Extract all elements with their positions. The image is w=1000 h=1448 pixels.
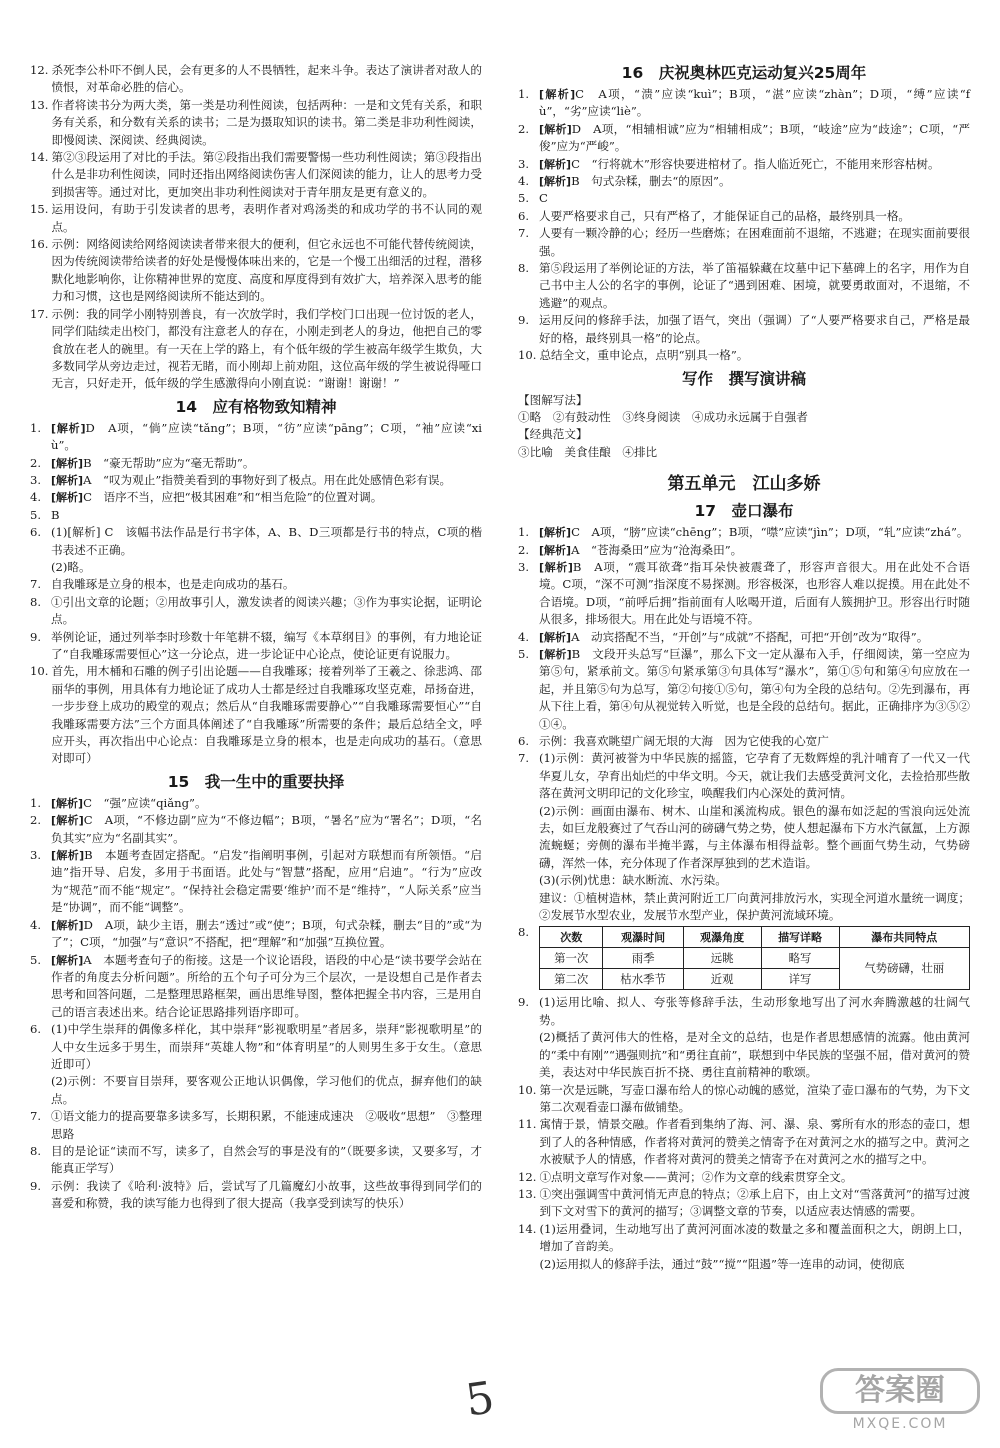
answer-number: 2. bbox=[30, 455, 42, 470]
analysis-tag: [解析] bbox=[539, 647, 572, 661]
answer-item bbox=[30, 594, 482, 629]
answer-body bbox=[51, 420, 482, 455]
answer-item bbox=[518, 559, 970, 629]
left-answers-14 bbox=[30, 420, 482, 768]
answer-item bbox=[518, 733, 970, 750]
table-cell: 近观 bbox=[683, 969, 761, 990]
answer-number: 7. bbox=[518, 226, 530, 241]
answer-number: 4. bbox=[30, 917, 42, 932]
answer-number: 13. bbox=[30, 97, 49, 112]
answer-text: ①语文能力的提高要靠多读多写，长期积累，不能速成速决 ②吸收“思想” ③整理思路 bbox=[51, 1109, 482, 1141]
answer-subpart: (2)示例：画面由瀑布、树木、山崖和溪流构成。银色的瀑布如泛起的雪浪向远处流去，如巨龙般赛过了气吞山河的磅礴气势之势，使人想起瀑布下方水汽氤氲，上方源流蜿蜒；旁侧的瀑布半掩半露，与主体瀑布相得益彰。整个画面气势生动，气势磅礴，浑然一体，充分体现了作者深厚独到的艺术造诣。 bbox=[539, 803, 970, 870]
answer-number: 8. bbox=[30, 594, 42, 609]
left-answers-15 bbox=[30, 795, 482, 1213]
answer-body bbox=[539, 629, 970, 646]
answer-number: 6. bbox=[518, 208, 530, 223]
answer-body bbox=[51, 629, 482, 664]
answer-item bbox=[30, 917, 482, 952]
analysis-tag: [解析] bbox=[51, 456, 84, 470]
answer-text: B bbox=[51, 507, 60, 522]
answer-body bbox=[539, 121, 970, 156]
answer-body bbox=[539, 1169, 970, 1186]
analysis-tag: [解析] bbox=[51, 814, 84, 828]
answer-item bbox=[518, 86, 970, 121]
answer-number: 3. bbox=[518, 559, 530, 574]
answer-number: 3. bbox=[518, 156, 530, 171]
answer-text: 运用反问的修辞手法，加强了语气，突出（强调）了“人要严格要求自己，严格是最好的格，最终别具一格”的论点。 bbox=[539, 313, 970, 345]
answer-text: A “苍海桑田”应为“沧海桑田”。 bbox=[571, 542, 743, 557]
answer-body bbox=[51, 663, 482, 767]
lesson-15-title: 15 我一生中的重要抉择 bbox=[167, 772, 345, 791]
answer-text: 示例：我喜欢眺望广阔无垠的大海 因为它使我的心宽广 bbox=[539, 734, 829, 748]
answer-body bbox=[539, 994, 970, 1081]
answer-item bbox=[30, 524, 482, 576]
answer-number: 1. bbox=[518, 525, 530, 540]
observation-table bbox=[539, 926, 970, 990]
answer-number: 10. bbox=[518, 1082, 537, 1097]
answer-subpart: 建议：①植树造林，禁止黄河附近工厂向黄河排放污水，实现全河道水量统一调度；②发展节水型农业，发展节水型产业，保护黄河流域环境。 bbox=[539, 890, 970, 923]
answer-number: 2. bbox=[30, 813, 42, 828]
answer-text: C A项，“不修边副”应为“不修边幅”；B项，“暑名”应为“署名”；D项，“名负其实”应为“名副其实”。 bbox=[51, 813, 482, 845]
answer-text: 目的是论证“读而不写，读多了，自然会写的事是没有的”（既要多读，又要多写，才能真正学写） bbox=[51, 1143, 482, 1176]
analysis-tag: [解析] bbox=[539, 157, 572, 171]
answer-text: 示例：我的同学小刚特别善良，有一次放学时，我们学校门口出现一位讨饭的老人，同学们陆续走出校门，都没有注意老人的存在，小刚走到老人的身边，他把自己的零食放在老人的碗里。有一天在上学的路上，有个低年级的学生被高年级学生欺负，大多数同学从旁边走过，视若无睹，而小刚却上前劝阻，这位高年级的学生被说得哑口无言，只好走开，低年级的学生感激得向小刚直说：“谢谢！谢谢！” bbox=[51, 306, 482, 391]
answer-number: 9. bbox=[30, 629, 42, 644]
left-column bbox=[30, 62, 482, 1213]
answer-subpart: (2)概括了黄河伟大的性格，是对全文的总结，也是作者思想感情的流露。他由黄河的“柔中有刚”“遇强则抗”和“勇往直前”，联想到中华民族的坚强不屈，借对黄河的赞美，表达对中华民族百折不挠、勇往直前精神的歌颂。 bbox=[539, 1030, 970, 1080]
answer-number: 8. bbox=[30, 1143, 42, 1158]
answer-item bbox=[30, 847, 482, 917]
answer-text: B 本题考查固定搭配。“启发”指阐明事例，引起对方联想而有所领悟。“启迪”指开导、启发，多用于书面语。此处与“智慧”搭配，应用“启迪”。“行为”应改为“规范”而不能“规定”。“保持社会稳定需要‘维护’而不是“维持”，“人际关系”应当是“协调”，而不能“调整”。 bbox=[51, 848, 482, 915]
answer-body bbox=[539, 559, 970, 629]
answer-text: 示例：网络阅读给网络阅读读者带来很大的便利，但它永远也不可能代替传统阅读，因为传统阅读带给读者的好处是慢慢体味出来的，它是一个慢工出细活的过程，潜移默化地影响你，让你精神世界的宽度、高度和厚度得到有效扩大，培养深入思考的能力和习惯，这也是网络阅读所不能达到的。 bbox=[51, 237, 482, 304]
answer-body bbox=[539, 190, 970, 207]
answer-number: 2. bbox=[518, 121, 530, 136]
answer-item bbox=[30, 306, 482, 393]
answer-text: A 动宾搭配不当，“开创”与“成就”不搭配，可把“开创”改为“取得”。 bbox=[571, 629, 929, 644]
answer-number: 8. bbox=[518, 261, 530, 276]
answer-body bbox=[51, 847, 482, 917]
answer-body bbox=[51, 236, 482, 306]
answer-text: C bbox=[539, 191, 548, 206]
answer-text: 第一次是远眺，写壶口瀑布给人的惊心动魄的感觉，渲染了壶口瀑布的气势，为下文第二次观看壶口瀑布做铺垫。 bbox=[539, 1082, 970, 1114]
answer-body bbox=[51, 1143, 482, 1178]
writing-title: 写作 撰写演讲稿 bbox=[681, 369, 806, 388]
unit-5-title: 第五单元 江山多娇 bbox=[667, 474, 821, 495]
writing-line: ①略 ②有鼓动性 ③终身阅读 ④成功永远属于自强者 bbox=[518, 409, 808, 424]
answer-item bbox=[30, 1108, 482, 1143]
table-cell: 远眺 bbox=[683, 948, 761, 969]
answer-text: 运用设问，有助于引发读者的思考，表明作者对鸡汤类的和成功学的书不认同的观点。 bbox=[51, 202, 482, 234]
answer-text: ①突出强调雪中黄河悄无声息的特点；②承上启下，由上文对“雪落黄河”的描写过渡到下文对雪下的黄河的描写；③调整文章的节奏，以适应表达情感的需要。 bbox=[539, 1186, 970, 1219]
answer-body bbox=[51, 1178, 482, 1213]
answer-number: 14. bbox=[30, 150, 49, 165]
answer-item bbox=[518, 542, 970, 559]
answer-item bbox=[518, 347, 970, 364]
answer-body bbox=[539, 86, 970, 121]
answer-body bbox=[51, 812, 482, 847]
answer-text: 人要严格要求自己，只有严格了，才能保证自己的品格，最终别具一格。 bbox=[539, 208, 911, 223]
lesson-14-title: 14 应有格物致知精神 bbox=[175, 397, 337, 416]
table-cell-common: 气势磅礴，壮丽 bbox=[839, 948, 969, 990]
answer-body bbox=[539, 312, 970, 347]
answer-text: (1)运用比喻、拟人、夸张等修辞手法，生动形象地写出了河水奔腾激越的壮阔气势。 bbox=[539, 995, 970, 1027]
answer-number: 15. bbox=[30, 202, 49, 217]
writing-line: ③比喻 美食佳酿 ④排比 bbox=[518, 444, 658, 459]
answer-item bbox=[30, 455, 482, 472]
answer-item bbox=[518, 524, 970, 541]
answer-item bbox=[30, 795, 482, 812]
answer-text: 自我雕琢是立身的根本，也是走向成功的基石。 bbox=[51, 577, 295, 592]
table-row bbox=[540, 948, 970, 969]
table-cell: 枯水季节 bbox=[603, 969, 683, 990]
answer-item bbox=[518, 173, 970, 190]
answer-body bbox=[539, 347, 970, 364]
answer-number: 9. bbox=[518, 995, 530, 1010]
answer-number: 7. bbox=[518, 751, 530, 766]
table-header: 观瀑时间 bbox=[603, 927, 683, 948]
answer-body bbox=[539, 1082, 970, 1117]
answer-item bbox=[518, 208, 970, 225]
answer-item bbox=[518, 225, 970, 260]
analysis-tag: [解析] bbox=[51, 473, 84, 487]
answer-body bbox=[51, 472, 482, 489]
analysis-tag: [解析] bbox=[51, 953, 84, 967]
answer-number: 6. bbox=[30, 1022, 42, 1037]
answer-number: 4. bbox=[30, 490, 42, 505]
answer-number: 3. bbox=[30, 848, 42, 863]
answer-number: 12. bbox=[518, 1169, 537, 1184]
analysis-tag: [解析] bbox=[51, 796, 84, 810]
answer-text: (1)示例：黄河被誉为中华民族的摇篮，它孕育了无数辉煌的乳汁哺育了一代又一代华夏儿女，孕育出灿烂的中华文明。今天，就让我们去感受黄河文化，去捡拾那些散落在黄河文明印记的文化珍宝，唤醒我们内心深处的黄河情。 bbox=[539, 751, 970, 801]
analysis-tag: [解析] bbox=[51, 421, 86, 435]
answer-body bbox=[51, 507, 482, 524]
answer-item bbox=[518, 1082, 970, 1117]
answer-item bbox=[30, 507, 482, 524]
answer-number: 4. bbox=[518, 629, 530, 644]
answer-item bbox=[30, 62, 482, 97]
answer-number: 8. bbox=[518, 925, 530, 940]
answer-text: 人要有一颗冷静的心；经历一些磨炼；在困难面前不退缩，不逃避；在现实面前要很强。 bbox=[539, 226, 970, 258]
answer-text: C “强”应读“qiǎng”。 bbox=[83, 795, 207, 810]
answer-body bbox=[51, 795, 482, 812]
answer-text: 举例论证，通过列举李时珍数十年笔耕不辍，编写《本草纲目》的事例，有力地论证了“自我雕琢需要恒心”这一分论点，进一步论证中心论点，使论证更有说服力。 bbox=[51, 629, 482, 661]
answer-text: B 句式杂糅，删去“的原因”。 bbox=[571, 174, 731, 189]
answer-item bbox=[518, 260, 970, 312]
lesson-17-title: 17 壶口瀑布 bbox=[694, 502, 794, 521]
answer-body bbox=[51, 594, 482, 629]
answer-text: B A项，“震耳欲聋”指耳朵快被震聋了，形容声音很大。用在此处不合语境。C项，“深不可测”指深度不易探测。形容极深，也形容人难以捉摸。用在此处不合语境。D项，“前呼后拥”指前面有人吆喝开道，后面有人簇拥护卫。形容出行时随从很多，排场很大。用在此处与语境不符。 bbox=[539, 559, 970, 627]
answer-body bbox=[539, 156, 970, 173]
analysis-tag: [解析] bbox=[51, 849, 85, 863]
analysis-tag: [解析] bbox=[539, 175, 572, 189]
answer-item bbox=[518, 646, 970, 733]
answer-item bbox=[518, 629, 970, 646]
answer-body bbox=[539, 750, 970, 924]
answer-text: 第⑤段运用了举例论证的方法，举了笛福躲藏在坟墓中记下墓碑上的名字，用作为自己书中主人公的名字的事例，论证了“遇到困难、困境，就要勇敢面对，不退缩，不逃避”的观点。 bbox=[539, 261, 970, 310]
answer-item bbox=[30, 1143, 482, 1178]
answer-body bbox=[539, 1116, 970, 1168]
observation-table-wrap bbox=[539, 924, 970, 994]
analysis-tag: [解析] bbox=[51, 491, 84, 505]
answer-item bbox=[518, 156, 970, 173]
answer-item bbox=[518, 190, 970, 207]
answer-body bbox=[51, 149, 482, 201]
answer-body bbox=[539, 1186, 970, 1221]
answer-body bbox=[51, 1021, 482, 1108]
answer-subpart: (3)(示例)忧患：缺水断流、水污染。 bbox=[539, 873, 727, 888]
answer-body bbox=[51, 489, 482, 506]
answer-number: 13. bbox=[518, 1186, 537, 1201]
answer-item bbox=[30, 472, 482, 489]
answer-text: 示例：我读了《哈利·波特》后，尝试写了几篇魔幻小故事，这些故事得到同学们的喜爱和称赞，我的读写能力也得到了很大提高（我享受到读写的快乐） bbox=[51, 1178, 482, 1211]
answer-number: 16. bbox=[30, 237, 49, 252]
right-answers-17-cont bbox=[518, 994, 970, 1273]
answer-number: 1. bbox=[30, 795, 42, 810]
right-column bbox=[518, 62, 970, 1273]
answer-item bbox=[30, 1021, 482, 1108]
answer-text: C 语序不当，应把“极其困难”和“相当危险”的位置对调。 bbox=[83, 490, 383, 505]
answer-number: 10. bbox=[30, 664, 49, 679]
answer-item bbox=[30, 952, 482, 1022]
answer-number: 5. bbox=[518, 191, 530, 206]
analysis-tag: [解析] bbox=[539, 526, 572, 540]
answer-body bbox=[539, 1221, 970, 1273]
answer-body bbox=[539, 173, 970, 190]
answer-body bbox=[51, 97, 482, 149]
answer-text: A 本题考查句子的衔接。这是一个议论语段，语段的中心是“读书要学会站在作者的角度去分析问题”。所给的五个句子可分为三个层次，一是设想自己是作者去思考和回答问题，二是整理思路框架，画出思维导图，整体把握全书内容，三是用自己的语言表述出来。结合论证思路排列语序即可。 bbox=[51, 952, 482, 1019]
answer-body bbox=[539, 260, 970, 312]
answer-item bbox=[30, 629, 482, 664]
answer-item bbox=[518, 994, 970, 1081]
table-header: 瀑布共同特点 bbox=[839, 927, 969, 948]
answer-body bbox=[51, 917, 482, 952]
answer-item bbox=[30, 576, 482, 593]
table-cell: 雨季 bbox=[603, 948, 683, 969]
answer-number: 3. bbox=[30, 472, 42, 487]
answer-body bbox=[51, 576, 482, 593]
answer-item bbox=[518, 1221, 970, 1273]
answer-body bbox=[539, 646, 970, 733]
answer-text: C A项，“溃”应读“kuì”；B项，“湛”应读“zhàn”；D项，“缚”应读“fù”，“劣”应读“liè”。 bbox=[539, 87, 971, 119]
left-answers-13 bbox=[30, 62, 482, 393]
table-cell: 第一次 bbox=[540, 948, 603, 969]
answer-item bbox=[30, 149, 482, 201]
right-answers-16 bbox=[518, 86, 970, 365]
answer-number: 6. bbox=[30, 525, 42, 540]
table-header: 描写详略 bbox=[761, 927, 839, 948]
answer-item bbox=[30, 1178, 482, 1213]
answer-number: 5. bbox=[30, 507, 42, 522]
answer-number: 5. bbox=[518, 646, 530, 661]
table-header: 次数 bbox=[540, 927, 603, 948]
answer-number: 7. bbox=[30, 1109, 42, 1124]
answer-item bbox=[30, 663, 482, 767]
answer-subpart: (2)略。 bbox=[51, 559, 91, 574]
answer-number: 11. bbox=[518, 1117, 537, 1132]
answer-item-table bbox=[518, 924, 970, 994]
answer-text: 首先，用木桶和石雕的例子引出论题——自我雕琢；接着列举了王羲之、徐悲鸿、邵丽华的事例，用具体有力地论证了成功人士都是经过自我雕琢攻坚克难，昂扬奋进，一步步登上成功的殿堂的观点；然后从“自我雕琢需要静心”“自我雕琢需要恒心”“自我雕琢需要方法”三个方面具体阐述了“自我雕琢”所需要的条件；最后总结全文，呼应开头，再次指出中心论点：自我雕琢是立身的根本，也是走向成功的基石。（意思对即可） bbox=[51, 664, 482, 766]
answer-item bbox=[518, 121, 970, 156]
answer-number: 9. bbox=[30, 1178, 42, 1193]
answer-text: D A项，缺少主语，删去“透过”或“使”；B项，句式杂糅，删去“目的”或“为了”；C项，“加强”与“意识”不搭配，把“理解”和“加强”互换位置。 bbox=[51, 917, 482, 950]
answer-body bbox=[51, 455, 482, 472]
answer-item bbox=[518, 312, 970, 347]
answer-body bbox=[51, 306, 482, 393]
site-watermark bbox=[820, 1368, 980, 1440]
answer-body bbox=[539, 524, 970, 541]
answer-body bbox=[539, 733, 970, 750]
watermark-url: MXQE.COM bbox=[852, 1416, 948, 1432]
answer-item bbox=[30, 812, 482, 847]
answer-body bbox=[539, 225, 970, 260]
answer-text: 杀死李公朴吓不倒人民，会有更多的人不畏牺牲，起来斗争。表达了演讲者对敌人的愤恨，对革命必胜的信心。 bbox=[51, 63, 482, 95]
handwritten-page-number: 5 bbox=[462, 1372, 498, 1427]
answer-item bbox=[518, 1186, 970, 1221]
answer-number: 7. bbox=[30, 577, 42, 592]
answer-text: 作者将读书分为两大类，第一类是功利性阅读，包括两种：一是和文凭有关系，和职务有关系，和分数有关系的读书；二是为摄取知识的读书。第二类是非功利性阅读，即慢阅读、深阅读、经典阅读。 bbox=[51, 97, 482, 147]
answer-number: 5. bbox=[30, 952, 42, 967]
answer-text: A “叹为观止”指赞美看到的事物好到了极点。用在此处感情色彩有误。 bbox=[83, 472, 452, 487]
answer-text: (1)中学生崇拜的偶像多样化，其中崇拜“影视歌明星”者居多，崇拜“影视歌明星”的人中女生远多于男生，而崇拜“英雄人物”和“体育明星”的人则男生多于女生。（意思近即可） bbox=[51, 1022, 482, 1071]
right-answers-17 bbox=[518, 524, 970, 924]
answer-item bbox=[30, 201, 482, 236]
answer-text: B “豪无帮助”应为“毫无帮助”。 bbox=[83, 455, 255, 470]
answer-number: 6. bbox=[518, 734, 530, 748]
answer-text: 寓情于景，情景交融。作者看到集纳了海、河、瀑、泉、雾所有水的形态的壶口，想到了人的各种情感，作者将对黄河的赞美之情寄予在对黄河之水的描写之中。黄河之水被赋予人的情感，作者将对黄河的赞美之情寄予在对黄河之水的描写之中。 bbox=[539, 1117, 970, 1167]
answer-text: C A项，“膀”应读“chēng”；B项，“噤”应读“jìn”；D项，“轧”应读“zhá”。 bbox=[571, 525, 969, 540]
answer-item bbox=[518, 1169, 970, 1186]
answer-item bbox=[30, 489, 482, 506]
answer-text: D A项，“相辅相诚”应为“相辅相成”；B项，“岐途”应为“歧途”；C项，“严俊”应为“严峻”。 bbox=[539, 121, 970, 154]
answer-body bbox=[51, 952, 482, 1022]
writing-answers bbox=[518, 392, 970, 462]
analysis-tag: [解析] bbox=[539, 88, 576, 101]
answer-item bbox=[518, 750, 970, 924]
analysis-tag: [解析] bbox=[539, 543, 572, 557]
answer-text: ①点明文章写作对象——黄河；②作为文章的线索贯穿全文。 bbox=[539, 1169, 853, 1184]
answer-number: 10. bbox=[518, 348, 537, 363]
answer-number: 9. bbox=[518, 313, 530, 328]
answer-text: D A项，“倘”应读“tǎng”；B项，“彷”应读“pāng”；C项，“袖”应读“xiù”。 bbox=[51, 420, 482, 453]
answer-text: (1)[解析] C 该幅书法作品是行书字体，A、B、D三项都是行书的特点，C项的楷书表述不正确。 bbox=[51, 525, 482, 557]
lesson-16-title: 16 庆祝奥林匹克运动复兴25周年 bbox=[621, 64, 867, 82]
answer-number: 12. bbox=[30, 63, 49, 77]
answer-body bbox=[51, 62, 482, 97]
answer-number: 17. bbox=[30, 306, 49, 321]
answer-text: C “行将就木”形容快要进棺材了。指人临近死亡，不能用来形容枯树。 bbox=[571, 156, 940, 171]
answer-body bbox=[51, 524, 482, 576]
answer-number: 14. bbox=[518, 1221, 537, 1236]
answer-subpart: (2)示例：不要盲目崇拜，要客观公正地认识偶像，学习他们的优点，摒弃他们的缺点。 bbox=[51, 1074, 482, 1106]
table-header: 观瀑角度 bbox=[683, 927, 761, 948]
answer-number: 2. bbox=[518, 542, 530, 557]
answer-item bbox=[30, 97, 482, 149]
answer-text: 总结全文，重申论点，点明“别具一格”。 bbox=[539, 348, 749, 363]
answer-subpart: (2)运用拟人的修辞手法，通过“鼓”“搅”“阻遏”等一连串的动词，使彻底 bbox=[539, 1256, 905, 1271]
watermark-logo: 答案圈 bbox=[820, 1368, 980, 1414]
table-cell: 详写 bbox=[761, 969, 839, 990]
answer-body bbox=[539, 208, 970, 225]
answer-item bbox=[30, 236, 482, 306]
answer-text: ①引出文章的论题；②用故事引人，激发读者的阅读兴趣；③作为事实论据，证明论点。 bbox=[51, 594, 482, 627]
answer-text: 第②③段运用了对比的手法。第②段指出我们需要警惕一些功利性阅读；第③段指出什么是非功利性阅读，同时还指出网络阅读伤害人们深阅读的能力，让人的思考力受到损害等。通过对比，更加突出非功利性阅读对于青年朋友是更有意义的。 bbox=[51, 150, 482, 199]
writing-line: 【经典范文】 bbox=[518, 427, 588, 442]
analysis-tag: [解析] bbox=[539, 560, 573, 574]
answer-number: 1. bbox=[30, 420, 42, 435]
analysis-tag: [解析] bbox=[539, 630, 572, 644]
answer-text: B 文段开头总写“巨瀑”，那么下文一定从瀑布入手，仔细阅读，第一空应为第⑤句，紧承前文。第⑤句紧承第③句具体写“瀑水”，第①⑤句和第④句应放在一起，并且第⑤句为总写，第②句接①⑤句，第④句为全段的总结句。②先到瀑布，再从下往上看，第④句从视觉转入听觉，也是全段的总结句。据此，正确排序为③⑤②①④。 bbox=[539, 646, 970, 731]
answer-body bbox=[51, 201, 482, 236]
answer-item bbox=[518, 1116, 970, 1168]
answer-body bbox=[51, 1108, 482, 1143]
writing-line: 【图解写法】 bbox=[518, 392, 588, 407]
analysis-tag: [解析] bbox=[51, 918, 84, 932]
answer-body bbox=[539, 542, 970, 559]
answer-text: (1)运用叠词，生动地写出了黄河河面冰凌的数量之多和覆盖面积之大，朗朗上口，增加了音韵美。 bbox=[539, 1221, 970, 1254]
answer-item bbox=[30, 420, 482, 455]
table-cell: 略写 bbox=[761, 948, 839, 969]
answer-number: 4. bbox=[518, 174, 530, 189]
answer-number: 1. bbox=[518, 87, 530, 101]
analysis-tag: [解析] bbox=[539, 122, 572, 136]
table-cell: 第二次 bbox=[540, 969, 603, 990]
